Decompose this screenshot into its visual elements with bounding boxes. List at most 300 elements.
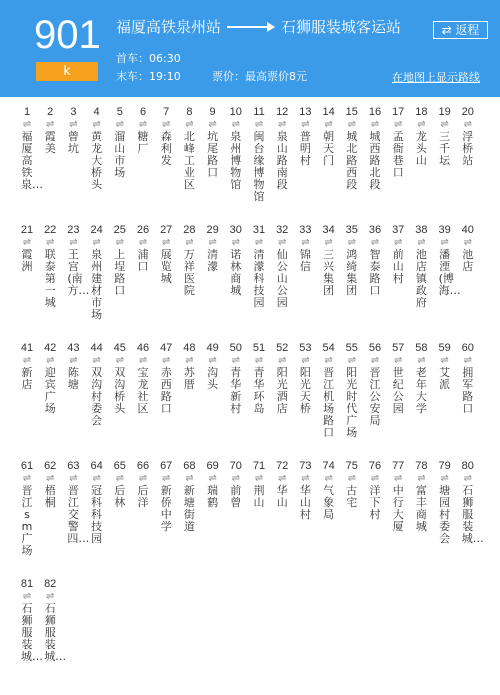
stop-number: 18 (415, 106, 428, 118)
stop-number: 38 (415, 224, 428, 236)
stop-number: 48 (183, 342, 196, 354)
first-bus-time: 首车：06:30 (116, 52, 181, 65)
stop-number: 31 (252, 224, 266, 236)
stop-number: 30 (229, 224, 242, 236)
stop-name: 黄龙大桥头 (91, 130, 103, 191)
stop-number: 77 (392, 460, 405, 472)
stop-item[interactable] (248, 341, 270, 415)
stop-item[interactable] (434, 223, 461, 297)
stop-number: 20 (461, 106, 474, 118)
stop-name: 三千坛 (439, 130, 451, 167)
stop-item[interactable] (341, 341, 363, 439)
stop-name: 前山村 (392, 248, 404, 285)
double-arrow-icon: ⇌ (92, 119, 101, 130)
double-arrow-icon: ⇌ (347, 237, 356, 248)
stop-number: 61 (20, 460, 34, 472)
stop-name: 三兴集团 (323, 248, 335, 297)
stop-name: 霞美 (44, 130, 56, 155)
stop-name: 瑞鹤 (207, 484, 219, 509)
stop-row (0, 341, 500, 459)
double-arrow-icon: ⇌ (231, 473, 240, 484)
stop-item[interactable] (271, 105, 293, 191)
stop-name: 梧桐 (44, 484, 56, 509)
stop-name: 曾坑 (67, 130, 79, 155)
stop-number: 70 (229, 460, 242, 472)
stop-number: 59 (438, 342, 451, 354)
double-arrow-icon: ⇌ (161, 237, 171, 248)
stop-item[interactable] (178, 341, 200, 391)
stop-item[interactable] (16, 223, 38, 273)
stop-number: 65 (113, 460, 126, 472)
double-arrow-icon: ⇌ (161, 355, 171, 366)
double-arrow-icon: ⇌ (231, 355, 240, 366)
to-station: 石狮服装城客运站 (281, 18, 402, 36)
stop-name: 阳光天桥 (299, 366, 311, 415)
double-arrow-icon: ⇌ (370, 355, 380, 366)
double-arrow-icon: ⇌ (138, 473, 148, 484)
stop-number: 43 (67, 342, 80, 354)
stop-name: 新侨中学 (160, 484, 172, 533)
stop-name: 糖厂 (137, 130, 149, 155)
stop-item[interactable] (457, 459, 484, 545)
stop-name: 赤西路口 (160, 366, 172, 415)
stop-item[interactable] (39, 105, 61, 155)
stop-number: 1 (23, 106, 31, 118)
stop-name: 潘湮(博海… (438, 248, 461, 297)
stop-item[interactable] (178, 105, 200, 191)
stop-item[interactable] (457, 341, 479, 415)
stop-number: 32 (276, 224, 289, 236)
stop-item[interactable] (109, 105, 131, 179)
stop-number: 81 (20, 578, 34, 590)
stop-item[interactable] (294, 459, 316, 521)
stop-item[interactable] (271, 459, 293, 509)
stop-number: 37 (392, 224, 405, 236)
double-arrow-icon: ⇌ (45, 473, 55, 484)
stop-number: 76 (368, 460, 382, 472)
stop-number: 60 (461, 342, 474, 354)
stop-name: 石狮服装城… (461, 484, 484, 545)
double-arrow-icon: ⇌ (347, 473, 356, 484)
double-arrow-icon: ⇌ (185, 355, 194, 366)
stop-item[interactable] (225, 223, 247, 297)
stop-name: 华山 (276, 484, 288, 509)
stop-item[interactable] (155, 459, 177, 533)
double-arrow-icon: ⇌ (45, 237, 55, 248)
stop-name: 宝龙社区 (137, 366, 149, 415)
stop-number: 12 (276, 106, 289, 118)
stop-name: 森利发 (160, 130, 172, 167)
stop-name: 晋江交警四… (67, 484, 90, 545)
stop-number: 53 (299, 342, 312, 354)
stop-name: 世纪公园 (392, 366, 404, 415)
stop-name: 艾派 (439, 366, 451, 391)
stop-item[interactable] (318, 341, 340, 439)
stop-number: 14 (322, 106, 335, 118)
stop-name: 浦口 (137, 248, 149, 273)
double-arrow-icon: ⇌ (115, 237, 124, 248)
stop-number: 36 (368, 224, 382, 236)
double-arrow-icon: ⇌ (22, 355, 32, 366)
double-arrow-icon: ⇌ (324, 355, 333, 366)
double-arrow-icon: ⇌ (69, 473, 78, 484)
double-arrow-icon: ⇌ (22, 591, 32, 602)
double-arrow-icon: ⇌ (115, 355, 124, 366)
stop-number: 33 (299, 224, 312, 236)
double-arrow-icon: ⇌ (69, 237, 78, 248)
stop-number: 55 (345, 342, 358, 354)
stop-item[interactable] (387, 223, 409, 285)
stop-item[interactable] (132, 105, 154, 155)
double-arrow-icon: ⇌ (185, 119, 194, 130)
double-arrow-icon: ⇌ (277, 237, 287, 248)
double-arrow-icon: ⇌ (440, 119, 449, 130)
stop-item[interactable] (457, 105, 479, 167)
stop-name: 万祥医院 (183, 248, 195, 297)
stop-item[interactable] (202, 341, 224, 391)
stop-item[interactable] (248, 105, 270, 203)
route-number: 901 (34, 13, 101, 57)
stop-name: 泉州博物馆 (230, 130, 242, 191)
stop-item[interactable] (341, 223, 363, 297)
double-arrow-icon: ⇌ (440, 355, 449, 366)
stop-item[interactable] (387, 459, 409, 533)
double-arrow-icon: ⇌ (347, 119, 356, 130)
stop-number: 15 (345, 106, 358, 118)
stop-name: 中行大厦 (392, 484, 404, 533)
stop-number: 82 (44, 578, 57, 590)
stop-name: 普明村 (299, 130, 311, 167)
show-route-on-map-link[interactable]: 在地图上显示路线 (392, 71, 480, 84)
stop-name: 石狮服装城… (21, 602, 43, 663)
stop-item[interactable] (39, 341, 61, 415)
stop-number: 44 (90, 342, 103, 354)
stop-name: 王宫(南方… (67, 248, 90, 297)
stop-item[interactable] (341, 459, 363, 509)
stop-item[interactable] (86, 223, 108, 321)
double-arrow-icon: ⇌ (138, 119, 148, 130)
stop-item[interactable] (16, 577, 43, 663)
stop-name: 晋江机场路口 (323, 366, 335, 439)
stop-item[interactable] (434, 105, 456, 167)
stop-item[interactable] (318, 223, 340, 297)
stop-name: 双沟村委会 (91, 366, 103, 427)
stop-item[interactable] (410, 223, 432, 309)
stop-name: 展览城 (160, 248, 172, 285)
stop-name: 阳光时代广场 (346, 366, 358, 439)
stop-name: 塘园村委会 (439, 484, 451, 545)
stop-name: 青华新村 (230, 366, 242, 415)
fare-info: 票价：最高票价8元 (212, 70, 307, 83)
return-trip-button[interactable]: ⇄ 返程 (433, 21, 488, 39)
stop-number: 78 (415, 460, 428, 472)
stop-item[interactable] (62, 105, 84, 155)
double-arrow-icon: ⇌ (92, 355, 101, 366)
stop-item[interactable] (410, 105, 432, 167)
double-arrow-icon: ⇌ (161, 119, 171, 130)
stop-name: 城北路西段 (346, 130, 358, 191)
double-arrow-icon: ⇌ (463, 355, 472, 366)
stop-number: 74 (322, 460, 335, 472)
from-station: 福厦高铁泉州站 (116, 18, 222, 36)
stop-number: 64 (90, 460, 103, 472)
double-arrow-icon: ⇌ (370, 473, 380, 484)
stop-name: 泉山路南段 (276, 130, 288, 191)
stop-item[interactable] (271, 341, 293, 415)
stop-name: 上埕路口 (114, 248, 126, 297)
stop-name: 新塘街道 (183, 484, 195, 533)
stop-number: 66 (136, 460, 150, 472)
stop-name: 仙公山公园 (276, 248, 288, 309)
stop-item[interactable] (39, 223, 61, 309)
stop-name: 古宅 (346, 484, 358, 509)
stop-item[interactable] (202, 105, 224, 179)
stop-number: 49 (206, 342, 219, 354)
stop-name: 朝天门 (323, 130, 335, 167)
stop-item[interactable] (341, 105, 363, 191)
stop-number: 6 (139, 106, 147, 118)
stop-name: 池店镇政府 (415, 248, 427, 309)
stop-name: 晋江sm广场 (21, 484, 33, 557)
stop-name: 北峰工业区 (183, 130, 195, 191)
stop-item[interactable] (178, 459, 200, 533)
stop-name: 后洋 (137, 484, 149, 509)
stop-item[interactable] (271, 223, 293, 309)
stop-number: 68 (183, 460, 196, 472)
stop-item[interactable] (132, 223, 154, 273)
stop-item[interactable] (364, 459, 386, 521)
stop-name: 荆山 (253, 484, 265, 509)
stop-name: 苏厝 (183, 366, 195, 391)
double-arrow-icon: ⇌ (393, 355, 403, 366)
double-arrow-icon: ⇌ (417, 473, 426, 484)
stop-row (0, 105, 500, 223)
stop-number: 5 (116, 106, 123, 118)
stop-number: 51 (252, 342, 266, 354)
stop-item[interactable] (86, 341, 108, 427)
route-tag-badge: k (36, 62, 98, 81)
stop-number: 13 (299, 106, 312, 118)
stop-item[interactable] (410, 459, 432, 533)
double-arrow-icon: ⇌ (208, 473, 217, 484)
double-arrow-icon: ⇌ (254, 237, 264, 248)
stop-item[interactable] (155, 105, 177, 167)
stop-name: 华山村 (299, 484, 311, 521)
stop-item[interactable] (202, 459, 224, 509)
route-header (0, 0, 500, 97)
stop-item[interactable] (86, 459, 108, 545)
stop-number: 22 (44, 224, 57, 236)
stop-number: 71 (252, 460, 266, 472)
stop-name: 双沟桥头 (114, 366, 126, 415)
stop-item[interactable] (39, 577, 67, 663)
double-arrow-icon: ⇌ (138, 355, 148, 366)
double-arrow-icon: ⇌ (277, 355, 287, 366)
stop-name: 溜山市场 (114, 130, 126, 179)
stop-item[interactable] (62, 459, 90, 545)
stop-number: 79 (438, 460, 451, 472)
stop-number: 7 (163, 106, 170, 118)
stop-item[interactable] (225, 105, 247, 191)
stop-item[interactable] (364, 341, 386, 427)
stop-number: 67 (160, 460, 173, 472)
double-arrow-icon: ⇌ (324, 473, 333, 484)
double-arrow-icon: ⇌ (254, 473, 264, 484)
stop-item[interactable] (248, 223, 270, 309)
stop-number: 21 (20, 224, 34, 236)
stop-item[interactable] (364, 223, 386, 297)
stop-item[interactable] (62, 341, 84, 391)
stop-item[interactable] (109, 341, 131, 415)
stop-name: 迎宾广场 (44, 366, 56, 415)
stop-number: 4 (93, 106, 100, 118)
stop-item[interactable] (225, 459, 247, 509)
double-arrow-icon: ⇌ (254, 355, 264, 366)
stop-item[interactable] (178, 223, 200, 297)
stop-number: 29 (206, 224, 219, 236)
stop-list (0, 97, 500, 678)
route-direction (116, 16, 401, 38)
stop-item[interactable] (16, 459, 38, 557)
stop-number: 57 (392, 342, 405, 354)
stop-item[interactable] (132, 341, 154, 415)
double-arrow-icon: ⇌ (370, 119, 380, 130)
double-arrow-icon: ⇌ (440, 473, 449, 484)
double-arrow-icon: ⇌ (208, 237, 217, 248)
stop-name: 洋下村 (369, 484, 381, 521)
stop-item[interactable] (387, 341, 409, 415)
stop-item[interactable] (202, 223, 224, 273)
stop-name: 龙头山 (415, 130, 427, 167)
stop-name: 浮桥站 (462, 130, 474, 167)
stop-number: 80 (461, 460, 474, 472)
stop-item[interactable] (86, 105, 108, 191)
double-arrow-icon: ⇌ (208, 355, 217, 366)
stop-name: 阳光酒店 (276, 366, 288, 415)
stop-item[interactable] (16, 105, 43, 191)
double-arrow-icon: ⇌ (301, 119, 310, 130)
double-arrow-icon: ⇌ (115, 473, 124, 484)
stop-name: 新店 (21, 366, 33, 391)
stop-name: 石狮服装城… (44, 602, 67, 663)
stop-number: 46 (136, 342, 150, 354)
stop-item[interactable] (155, 223, 177, 285)
stop-item[interactable] (318, 105, 340, 167)
stop-item[interactable] (294, 223, 316, 273)
stop-number: 24 (90, 224, 103, 236)
stop-name: 诺林商城 (230, 248, 242, 297)
stop-name: 城西路北段 (369, 130, 381, 191)
stop-name: 青华环岛 (253, 366, 265, 415)
stop-number: 3 (70, 106, 77, 118)
stop-item[interactable] (132, 459, 154, 509)
stop-name: 联泰第一城 (44, 248, 56, 309)
stop-item[interactable] (225, 341, 247, 415)
double-arrow-icon: ⇌ (115, 119, 124, 130)
double-arrow-icon: ⇌ (324, 237, 333, 248)
stop-item[interactable] (410, 341, 432, 415)
stop-number: 56 (368, 342, 382, 354)
double-arrow-icon: ⇌ (347, 355, 356, 366)
double-arrow-icon: ⇌ (45, 119, 55, 130)
stop-name: 坑尾路口 (207, 130, 219, 179)
stop-number: 40 (461, 224, 474, 236)
double-arrow-icon: ⇌ (231, 237, 240, 248)
stop-number: 50 (229, 342, 242, 354)
double-arrow-icon: ⇌ (301, 355, 310, 366)
stop-number: 63 (67, 460, 80, 472)
double-arrow-icon: ⇌ (22, 119, 32, 130)
stop-number: 42 (44, 342, 57, 354)
stop-name: 老年大学 (415, 366, 427, 415)
stop-item[interactable] (109, 223, 131, 297)
stop-number: 72 (276, 460, 289, 472)
stop-item[interactable] (364, 105, 386, 191)
double-arrow-icon: ⇌ (161, 473, 171, 484)
stop-row (0, 577, 500, 695)
double-arrow-icon: ⇌ (440, 237, 449, 248)
stop-number: 35 (345, 224, 358, 236)
double-arrow-icon: ⇌ (463, 119, 472, 130)
stop-item[interactable] (62, 223, 90, 297)
stop-item[interactable] (109, 459, 131, 509)
double-arrow-icon: ⇌ (393, 473, 403, 484)
stop-number: 73 (299, 460, 312, 472)
double-arrow-icon: ⇌ (277, 119, 287, 130)
stop-item[interactable] (39, 459, 61, 509)
double-arrow-icon: ⇌ (69, 355, 78, 366)
stop-item[interactable] (294, 341, 316, 415)
double-arrow-icon: ⇌ (22, 237, 32, 248)
stop-number: 8 (186, 106, 193, 118)
stop-number: 28 (183, 224, 196, 236)
double-arrow-icon: ⇌ (463, 237, 472, 248)
stop-name: 清濛 (207, 248, 219, 273)
stop-item[interactable] (248, 459, 270, 509)
stop-item[interactable] (16, 341, 38, 391)
stop-number: 75 (345, 460, 358, 472)
stop-item[interactable] (434, 459, 456, 545)
double-arrow-icon: ⇌ (417, 355, 426, 366)
stop-item[interactable] (434, 341, 456, 391)
double-arrow-icon: ⇌ (370, 237, 380, 248)
stop-name: 闽台缘博物馆 (253, 130, 265, 203)
stop-name: 晋江公安局 (369, 366, 381, 427)
double-arrow-icon: ⇌ (393, 119, 403, 130)
stop-name: 拥军路口 (462, 366, 474, 415)
stop-name: 福厦高铁泉… (21, 130, 43, 191)
stop-name: 气象局 (323, 484, 335, 521)
stop-number: 34 (322, 224, 335, 236)
stop-number: 27 (160, 224, 173, 236)
stop-row (0, 223, 500, 341)
double-arrow-icon: ⇌ (301, 473, 310, 484)
stop-item[interactable] (387, 105, 409, 179)
stop-name: 前曾 (230, 484, 242, 509)
double-arrow-icon: ⇌ (417, 119, 426, 130)
stop-number: 19 (438, 106, 451, 118)
double-arrow-icon: ⇌ (463, 473, 472, 484)
stop-item[interactable] (457, 223, 479, 273)
double-arrow-icon: ⇌ (231, 119, 240, 130)
stop-number: 69 (206, 460, 219, 472)
stop-item[interactable] (318, 459, 340, 521)
stop-item[interactable] (155, 341, 177, 415)
stop-item[interactable] (294, 105, 316, 167)
stop-name: 鸿绮集团 (346, 248, 358, 297)
double-arrow-icon: ⇌ (185, 237, 194, 248)
stop-number: 58 (415, 342, 428, 354)
